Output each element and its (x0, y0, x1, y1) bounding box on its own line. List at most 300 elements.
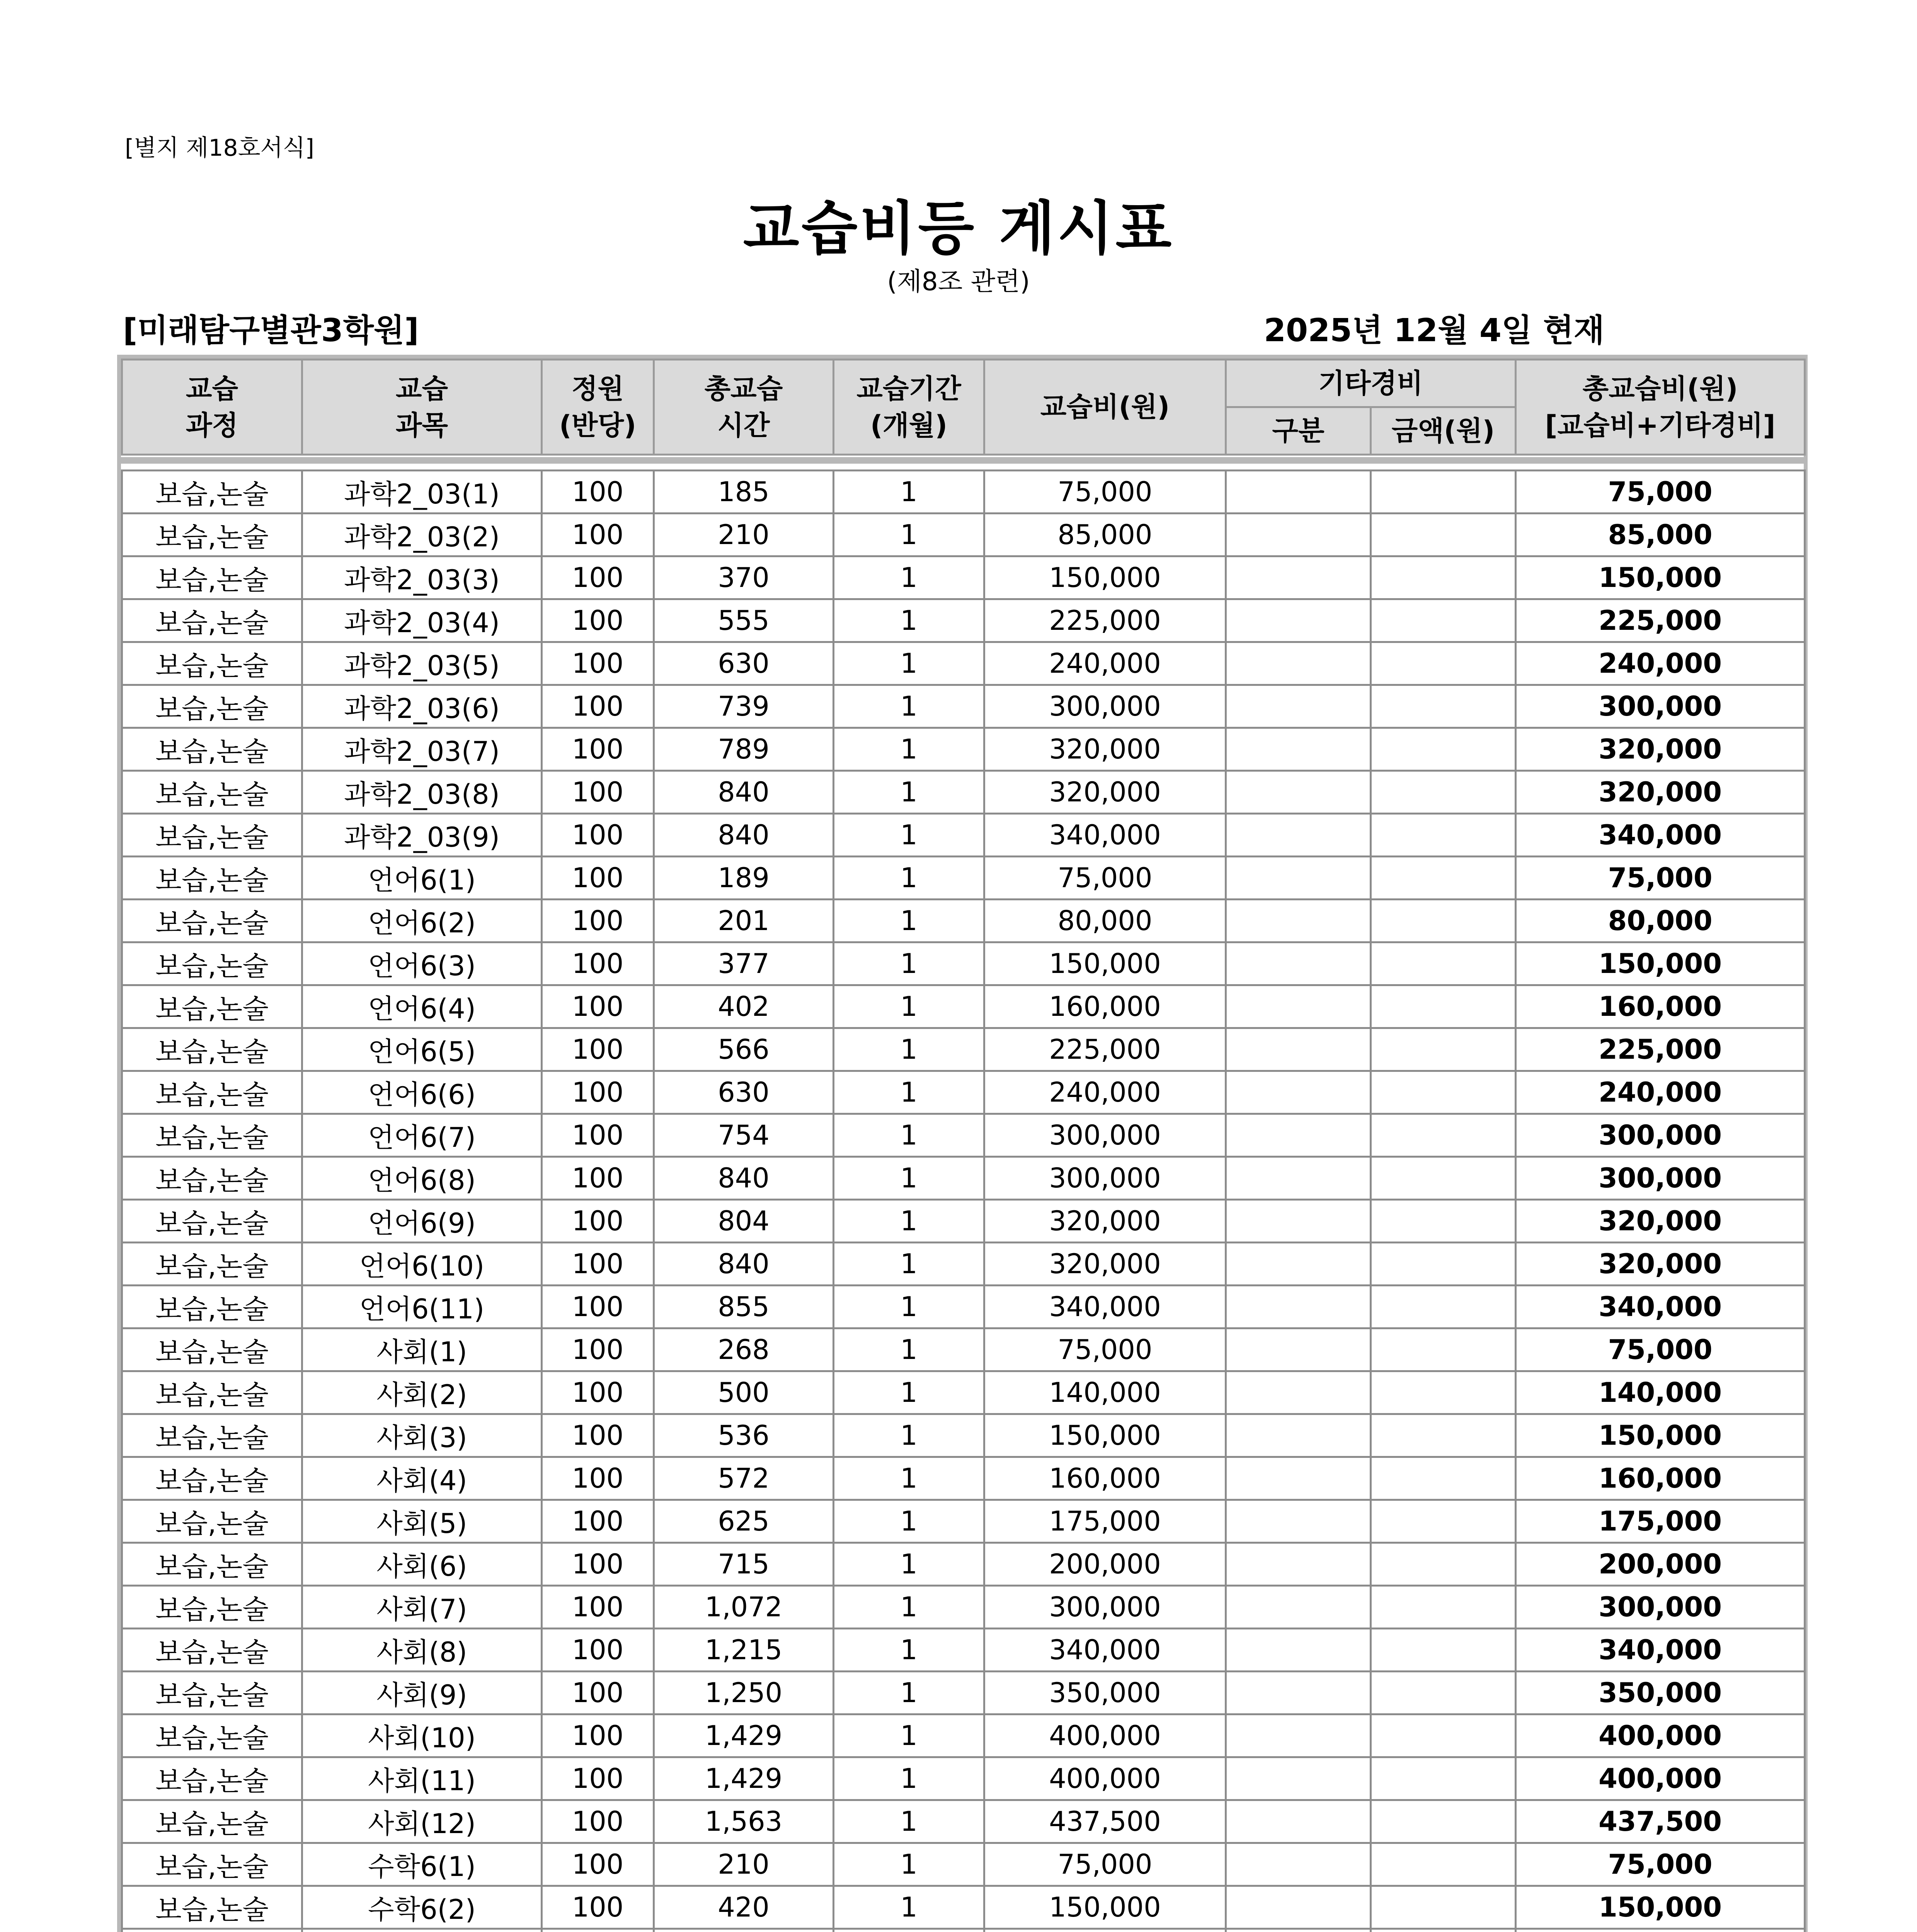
table-row (122, 642, 1805, 685)
cell-other-type (1226, 728, 1371, 771)
cell-period: 1 (834, 814, 984, 857)
cell-subject: 사회(1) (302, 1328, 542, 1371)
cell-other-type (1226, 1071, 1371, 1114)
cell-subject: 언어6(11) (302, 1286, 542, 1328)
cell-fee: 85,000 (984, 514, 1226, 556)
cell-other-type (1226, 900, 1371, 942)
cell-subject: 사회(12) (302, 1800, 542, 1843)
cell-course: 보습,논술 (122, 985, 302, 1028)
cell-other-type (1226, 1543, 1371, 1586)
document-subtitle: (제8조 관련) (887, 267, 1030, 296)
table-row (122, 1886, 1805, 1929)
cell-total-hours: 566 (654, 1028, 834, 1071)
cell-total-fee: 225,000 (1516, 599, 1805, 642)
cell-total-fee: 437,500 (1516, 1800, 1805, 1843)
cell-other-type (1226, 1843, 1371, 1886)
cell-period (834, 1929, 984, 1932)
cell-period: 1 (834, 1157, 984, 1200)
cell-fee: 225,000 (984, 1028, 1226, 1071)
cell-total-hours: 377 (654, 942, 834, 985)
cell-course: 보습,논술 (122, 1500, 302, 1543)
cell-period: 1 (834, 1071, 984, 1114)
table-row (122, 728, 1805, 771)
cell-total-fee: 240,000 (1516, 642, 1805, 685)
cell-other-type (1226, 1714, 1371, 1757)
cell-total-hours: 840 (654, 771, 834, 814)
cell-total-hours: 715 (654, 1543, 834, 1586)
cell-total-hours: 189 (654, 857, 834, 900)
table-row (122, 814, 1805, 857)
cell-total-fee: 140,000 (1516, 1371, 1805, 1414)
cell-other-amount (1371, 1371, 1516, 1414)
cell-total-hours: 855 (654, 1286, 834, 1328)
cell-fee: 150,000 (984, 1886, 1226, 1929)
cell-course: 보습,논술 (122, 471, 302, 514)
cell-other-type (1226, 471, 1371, 514)
cell-other-amount (1371, 985, 1516, 1028)
cell-capacity: 100 (542, 1800, 654, 1843)
cell-course: 보습,논술 (122, 1328, 302, 1371)
cell-other-amount (1371, 1028, 1516, 1071)
cell-other-type (1226, 1028, 1371, 1071)
cell-subject: 언어6(3) (302, 942, 542, 985)
cell-other-type (1226, 1672, 1371, 1714)
cell-fee: 340,000 (984, 814, 1226, 857)
header-other-expenses: 기타경비 (1226, 360, 1516, 407)
cell-subject: 사회(6) (302, 1543, 542, 1586)
cell-fee: 300,000 (984, 1114, 1226, 1157)
cell-total-fee: 340,000 (1516, 1629, 1805, 1672)
cell-period: 1 (834, 642, 984, 685)
table-row (122, 1371, 1805, 1414)
cell-course: 보습,논술 (122, 728, 302, 771)
cell-total-hours: 201 (654, 900, 834, 942)
cell-capacity: 100 (542, 1500, 654, 1543)
cell-other-amount (1371, 1586, 1516, 1629)
cell-subject: 사회(3) (302, 1414, 542, 1457)
cell-fee: 320,000 (984, 728, 1226, 771)
cell-subject: 언어6(6) (302, 1071, 542, 1114)
cell-fee: 150,000 (984, 1414, 1226, 1457)
cell-course: 보습,논술 (122, 514, 302, 556)
header-other-type: 구분 (1226, 407, 1371, 455)
cell-total-hours: 840 (654, 814, 834, 857)
cell-subject: 사회(7) (302, 1586, 542, 1629)
cell-other-type (1226, 1243, 1371, 1286)
cell-capacity: 100 (542, 1457, 654, 1500)
cell-period: 1 (834, 900, 984, 942)
cell-other-type (1226, 1371, 1371, 1414)
cell-other-amount (1371, 599, 1516, 642)
cell-total-hours: 1,429 (654, 1757, 834, 1800)
cell-period: 1 (834, 1757, 984, 1800)
cell-total-fee: 150,000 (1516, 556, 1805, 599)
cell-course: 보습,논술 (122, 771, 302, 814)
cell-period: 1 (834, 1672, 984, 1714)
cell-fee: 400,000 (984, 1714, 1226, 1757)
cell-fee: 320,000 (984, 1243, 1226, 1286)
cell-other-amount (1371, 514, 1516, 556)
header-separator (121, 457, 1804, 464)
cell-other-type (1226, 514, 1371, 556)
cell-other-amount (1371, 685, 1516, 728)
cell-total-fee: 160,000 (1516, 985, 1805, 1028)
cell-fee: 200,000 (984, 1543, 1226, 1586)
cell-other-amount (1371, 1414, 1516, 1457)
cell-fee: 140,000 (984, 1371, 1226, 1414)
cell-period: 1 (834, 471, 984, 514)
cell-period: 1 (834, 1457, 984, 1500)
cell-subject: 과학2_03(9) (302, 814, 542, 857)
header-fee: 교습비(원) (984, 360, 1226, 455)
cell-other-amount (1371, 556, 1516, 599)
cell-course: 보습,논술 (122, 1414, 302, 1457)
table-row (122, 900, 1805, 942)
cell-course: 보습,논술 (122, 1629, 302, 1672)
cell-course: 보습,논술 (122, 814, 302, 857)
cell-other-type (1226, 599, 1371, 642)
table-row (122, 1071, 1805, 1114)
cell-subject: 수학6(1) (302, 1843, 542, 1886)
cell-capacity: 100 (542, 985, 654, 1028)
cell-other-amount (1371, 771, 1516, 814)
cell-course: 보습,논술 (122, 1071, 302, 1114)
table-row (122, 514, 1805, 556)
cell-course: 보습,논술 (122, 1286, 302, 1328)
cell-total-hours: 210 (654, 514, 834, 556)
cell-subject: 언어6(9) (302, 1200, 542, 1243)
table-row (122, 1929, 1805, 1932)
cell-capacity: 100 (542, 857, 654, 900)
cell-course: 보습,논술 (122, 857, 302, 900)
table-row (122, 471, 1805, 514)
cell-fee: 225,000 (984, 599, 1226, 642)
header-period: 교습기간 (개월) (834, 360, 984, 455)
cell-other-amount (1371, 1672, 1516, 1714)
cell-course: 보습,논술 (122, 1543, 302, 1586)
cell-period: 1 (834, 1500, 984, 1543)
as-of-date: 2025년 12월 4일 현재 (1264, 312, 1605, 349)
cell-course: 보습,논술 (122, 1114, 302, 1157)
cell-period: 1 (834, 1886, 984, 1929)
cell-total-fee: 175,000 (1516, 1500, 1805, 1543)
cell-subject: 사회(8) (302, 1629, 542, 1672)
cell-capacity: 100 (542, 1071, 654, 1114)
cell-capacity: 100 (542, 771, 654, 814)
cell-fee: 320,000 (984, 771, 1226, 814)
cell-total-fee: 350,000 (1516, 1672, 1805, 1714)
cell-capacity: 100 (542, 1629, 654, 1672)
cell-capacity: 100 (542, 1157, 654, 1200)
cell-capacity: 100 (542, 1286, 654, 1328)
header-total-hours: 총교습 시간 (654, 360, 834, 455)
cell-other-type (1226, 942, 1371, 985)
cell-total-fee: 300,000 (1516, 1157, 1805, 1200)
cell-subject: 과학2_03(7) (302, 728, 542, 771)
cell-capacity: 100 (542, 900, 654, 942)
cell-period: 1 (834, 728, 984, 771)
cell-other-type (1226, 1328, 1371, 1371)
cell-subject: 과학2_03(5) (302, 642, 542, 685)
cell-subject: 사회(2) (302, 1371, 542, 1414)
cell-course: 보습,논술 (122, 1371, 302, 1414)
cell-total-fee: 340,000 (1516, 814, 1805, 857)
cell-period: 1 (834, 771, 984, 814)
cell-course: 보습,논술 (122, 1886, 302, 1929)
cell-fee: 350,000 (984, 1672, 1226, 1714)
header-course: 교습 과정 (122, 360, 302, 455)
cell-total-fee: 85,000 (1516, 514, 1805, 556)
cell-course: 보습,논술 (122, 1200, 302, 1243)
cell-period: 1 (834, 599, 984, 642)
cell-total-hours: 500 (654, 1371, 834, 1414)
cell-period: 1 (834, 1800, 984, 1843)
cell-period: 1 (834, 1286, 984, 1328)
cell-course: 보습,논술 (122, 1672, 302, 1714)
cell-period: 1 (834, 1629, 984, 1672)
cell-other-amount (1371, 1200, 1516, 1243)
cell-total-fee: 240,000 (1516, 1071, 1805, 1114)
cell-fee: 80,000 (984, 900, 1226, 942)
cell-other-amount (1371, 1800, 1516, 1843)
cell-course: 보습,논술 (122, 1028, 302, 1071)
cell-total-fee: 75,000 (1516, 471, 1805, 514)
cell-course: 보습,논술 (122, 1586, 302, 1629)
cell-total-hours: 420 (654, 1886, 834, 1929)
cell-total-fee: 75,000 (1516, 857, 1805, 900)
cell-other-amount (1371, 1457, 1516, 1500)
table-row (122, 1457, 1805, 1500)
cell-fee: 75,000 (984, 1843, 1226, 1886)
cell-capacity: 100 (542, 814, 654, 857)
cell-other-amount (1371, 1071, 1516, 1114)
cell-period: 1 (834, 1114, 984, 1157)
cell-fee: 240,000 (984, 1071, 1226, 1114)
cell-total-fee: 320,000 (1516, 1200, 1805, 1243)
cell-other-type (1226, 1886, 1371, 1929)
cell-capacity: 100 (542, 1714, 654, 1757)
cell-total-hours: 789 (654, 728, 834, 771)
cell-period: 1 (834, 514, 984, 556)
table-row (122, 1672, 1805, 1714)
cell-other-amount (1371, 1757, 1516, 1800)
cell-other-type (1226, 985, 1371, 1028)
cell-other-amount (1371, 471, 1516, 514)
cell-other-type (1226, 642, 1371, 685)
cell-course: 보습,논술 (122, 1157, 302, 1200)
table-row (122, 1500, 1805, 1543)
cell-subject: 언어6(1) (302, 857, 542, 900)
cell-other-type (1226, 857, 1371, 900)
cell-subject: 수학6(2) (302, 1886, 542, 1929)
cell-total-fee: 75,000 (1516, 1328, 1805, 1371)
cell-other-amount (1371, 857, 1516, 900)
cell-total-hours: 536 (654, 1414, 834, 1457)
cell-subject: 언어6(4) (302, 985, 542, 1028)
table-row (122, 942, 1805, 985)
cell-total-fee: 320,000 (1516, 728, 1805, 771)
cell-other-type (1226, 685, 1371, 728)
cell-total-hours: 370 (654, 556, 834, 599)
cell-course: 보습,논술 (122, 599, 302, 642)
cell-fee: 75,000 (984, 471, 1226, 514)
header-subject: 교습 과목 (302, 360, 542, 455)
cell-other-amount (1371, 942, 1516, 985)
cell-total-fee: 150,000 (1516, 1414, 1805, 1457)
cell-course: 보습,논술 (122, 942, 302, 985)
form-number: [별지 제18호서식] (125, 134, 314, 162)
cell-other-amount (1371, 1714, 1516, 1757)
cell-subject: 언어6(7) (302, 1114, 542, 1157)
cell-capacity: 100 (542, 556, 654, 599)
cell-capacity: 100 (542, 942, 654, 985)
cell-total-fee: 225,000 (1516, 1028, 1805, 1071)
cell-period: 1 (834, 857, 984, 900)
cell-fee: 150,000 (984, 942, 1226, 985)
cell-total-hours: 840 (654, 1243, 834, 1286)
cell-period: 1 (834, 1200, 984, 1243)
table-row (122, 599, 1805, 642)
table-row (122, 1414, 1805, 1457)
cell-capacity: 100 (542, 1543, 654, 1586)
cell-course: 보습,논술 (122, 1243, 302, 1286)
cell-other-type (1226, 1500, 1371, 1543)
cell-other-type (1226, 1929, 1371, 1932)
cell-period: 1 (834, 1714, 984, 1757)
cell-capacity: 100 (542, 471, 654, 514)
cell-period: 1 (834, 1328, 984, 1371)
cell-subject: 사회(4) (302, 1457, 542, 1500)
cell-subject: 사회(11) (302, 1757, 542, 1800)
academy-name: [미래탐구별관3학원] (123, 312, 419, 349)
cell-capacity: 100 (542, 1114, 654, 1157)
cell-subject: 사회(9) (302, 1672, 542, 1714)
cell-capacity: 100 (542, 599, 654, 642)
cell-period: 1 (834, 1843, 984, 1886)
cell-period: 1 (834, 1028, 984, 1071)
cell-subject: 과학2_03(8) (302, 771, 542, 814)
cell-total-fee: 150,000 (1516, 1886, 1805, 1929)
cell-capacity: 100 (542, 1586, 654, 1629)
cell-other-amount (1371, 1328, 1516, 1371)
table-row (122, 1543, 1805, 1586)
document-title: 교습비등 게시표 (743, 195, 1174, 262)
cell-capacity: 100 (542, 1371, 654, 1414)
cell-course: 보습,논술 (122, 1800, 302, 1843)
cell-total-hours: 1,563 (654, 1800, 834, 1843)
cell-other-amount (1371, 1886, 1516, 1929)
cell-period: 1 (834, 942, 984, 985)
cell-capacity: 100 (542, 1886, 654, 1929)
cell-course: 보습,논술 (122, 556, 302, 599)
table-row (122, 1714, 1805, 1757)
cell-fee: 320,000 (984, 1200, 1226, 1243)
cell-period: 1 (834, 1543, 984, 1586)
cell-capacity (542, 1929, 654, 1932)
cell-total-fee: 320,000 (1516, 771, 1805, 814)
cell-total-fee: 400,000 (1516, 1757, 1805, 1800)
cell-fee: 160,000 (984, 985, 1226, 1028)
table-row (122, 1286, 1805, 1328)
cell-other-amount (1371, 728, 1516, 771)
cell-total-fee: 320,000 (1516, 1243, 1805, 1286)
cell-capacity: 100 (542, 728, 654, 771)
cell-fee: 175,000 (984, 1500, 1226, 1543)
cell-subject: 과학2_03(6) (302, 685, 542, 728)
cell-total-hours: 840 (654, 1157, 834, 1200)
cell-other-type (1226, 771, 1371, 814)
cell-other-amount (1371, 1843, 1516, 1886)
cell-total-fee: 150,000 (1516, 942, 1805, 985)
cell-course: 보습,논술 (122, 900, 302, 942)
cell-course: 보습,논술 (122, 1457, 302, 1500)
cell-subject: 사회(5) (302, 1500, 542, 1543)
table-row (122, 1243, 1805, 1286)
table-row (122, 1757, 1805, 1800)
cell-subject: 언어6(5) (302, 1028, 542, 1071)
cell-subject: 언어6(10) (302, 1243, 542, 1286)
cell-other-amount (1371, 1543, 1516, 1586)
cell-capacity: 100 (542, 642, 654, 685)
cell-subject: 과학2_03(1) (302, 471, 542, 514)
cell-subject (302, 1929, 542, 1932)
cell-course: 보습,논술 (122, 642, 302, 685)
cell-other-amount (1371, 1243, 1516, 1286)
cell-period: 1 (834, 556, 984, 599)
cell-other-type (1226, 1800, 1371, 1843)
cell-fee: 240,000 (984, 642, 1226, 685)
cell-course: 보습,논술 (122, 1714, 302, 1757)
cell-total-fee: 300,000 (1516, 685, 1805, 728)
cell-subject: 언어6(2) (302, 900, 542, 942)
table-row (122, 685, 1805, 728)
cell-fee: 400,000 (984, 1757, 1226, 1800)
header-total-fee: 총교습비(원) [교습비+기타경비] (1516, 360, 1805, 455)
cell-capacity: 100 (542, 1757, 654, 1800)
cell-capacity: 100 (542, 1028, 654, 1071)
cell-other-amount (1371, 1114, 1516, 1157)
cell-other-amount (1371, 1286, 1516, 1328)
cell-other-type (1226, 1414, 1371, 1457)
table-row (122, 985, 1805, 1028)
cell-other-type (1226, 1629, 1371, 1672)
cell-other-type (1226, 1757, 1371, 1800)
table-row (122, 1114, 1805, 1157)
cell-course: 보습,논술 (122, 685, 302, 728)
table-row (122, 1843, 1805, 1886)
cell-subject: 과학2_03(3) (302, 556, 542, 599)
cell-other-amount (1371, 1157, 1516, 1200)
cell-capacity: 100 (542, 1200, 654, 1243)
cell-period: 1 (834, 685, 984, 728)
cell-other-type (1226, 1114, 1371, 1157)
cell-total-hours: 739 (654, 685, 834, 728)
cell-total-fee: 200,000 (1516, 1543, 1805, 1586)
cell-fee: 160,000 (984, 1457, 1226, 1500)
cell-other-type (1226, 1200, 1371, 1243)
cell-other-amount (1371, 1929, 1516, 1932)
table-row (122, 556, 1805, 599)
table-row (122, 771, 1805, 814)
cell-total-fee: 80,000 (1516, 900, 1805, 942)
cell-other-type (1226, 1157, 1371, 1200)
cell-fee (984, 1929, 1226, 1932)
cell-capacity: 100 (542, 1843, 654, 1886)
cell-period: 1 (834, 1586, 984, 1629)
header-capacity: 정원 (반당) (542, 360, 654, 455)
cell-total-fee (1516, 1929, 1805, 1932)
cell-capacity: 100 (542, 1414, 654, 1457)
